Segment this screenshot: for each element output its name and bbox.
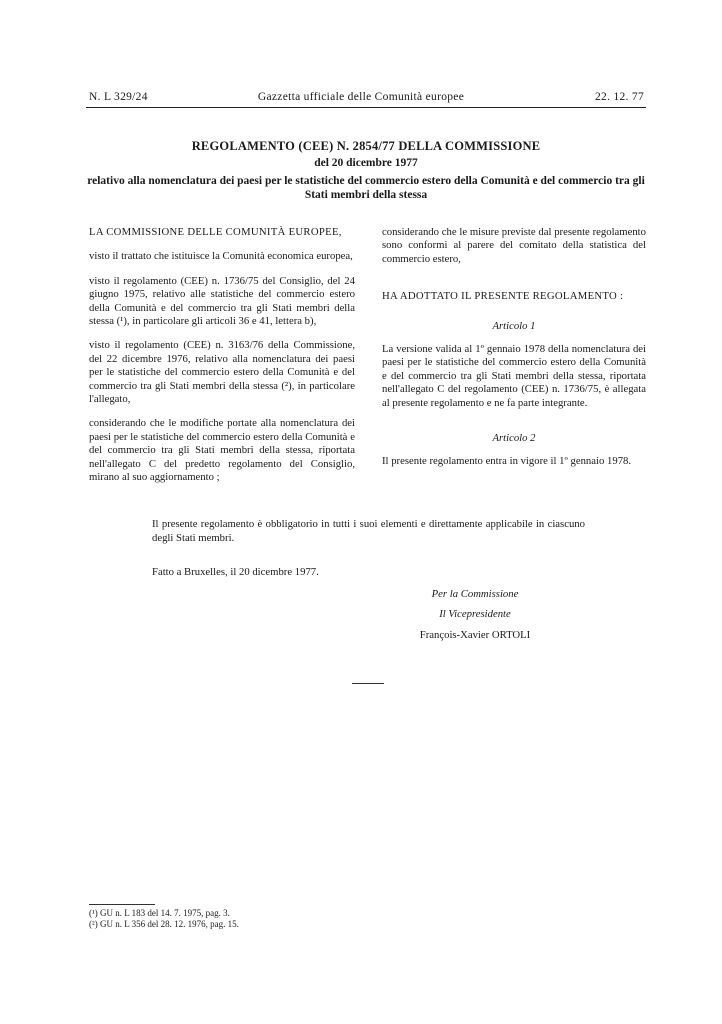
section-separator xyxy=(352,683,384,684)
preamble-authority: LA COMMISSIONE DELLE COMUNITÀ EUROPEE, xyxy=(89,226,342,238)
regulation-title: REGOLAMENTO (CEE) N. 2854/77 DELLA COMMISSIONE xyxy=(191,139,541,153)
footnote-rule xyxy=(89,904,155,905)
signature-line-2: Il Vicepresidente xyxy=(439,608,511,620)
article-1-title: Articolo 1 xyxy=(492,319,536,332)
issue-date: 22. 12. 77 xyxy=(595,91,644,103)
regulation-date: del 20 dicembre 1977 xyxy=(314,157,418,169)
place-and-date: Fatto a Bruxelles, il 20 dicembre 1977. xyxy=(152,566,319,578)
article-2-text: Il presente regolamento entra in vigore il 1º gennaio 1978. xyxy=(382,455,632,468)
article-1-text: La versione valida al 1º gennaio 1978 della nomenclatura dei paesi per le statistiche del commercio estero della Comunità e del commercio tra gli Stati membri della stessa, riportata nell'allegato C del regolamento (CEE) n. 1736/75, è allegata al presente regolamento e ne fa parte integrante. xyxy=(382,343,646,409)
recital-regulation-1736: visto il regolamento (CEE) n. 1736/75 del Consiglio, del 24 giugno 1975, relativo alle statistiche del commercio estero della Comunità e del commercio tra gli Stati membri della stessa (¹), in particolare gli articoli 36 e 41, lettera b), xyxy=(89,274,355,328)
regulation-subject: relativo alla nomenclatura dei paesi per le statistiche del commercio estero della Comunità e del commercio tra gli Stati membri della stessa xyxy=(87,175,645,201)
signatory-name: François-Xavier ORTOLI xyxy=(419,629,531,641)
recital-considerando-1: considerando che le modifiche portate alla nomenclatura dei paesi per le statistiche del commercio estero della Comunità e del commercio tra gli Stati membri della stessa, riportata nell'allegato C del predetto regolamento del Consiglio, mirano al suo aggiornamento ; xyxy=(89,417,355,484)
adoption-formula: HA ADOTTATO IL PRESENTE REGOLAMENTO : xyxy=(382,290,624,303)
recital-considerando-2: considerando che le misure previste dal presente regolamento sono conformi al parere del comitato della statistica del commercio estero, xyxy=(382,226,646,265)
page-number: N. L 329/24 xyxy=(89,91,148,103)
journal-title: Gazzetta ufficiale delle Comunità europee xyxy=(257,91,465,103)
right-column xyxy=(382,226,646,480)
signature-line-1: Per la Commissione xyxy=(431,588,519,600)
article-2-title: Articolo 2 xyxy=(492,432,536,445)
recital-treaty: visto il trattato che istituisce la Comunità economica europea, xyxy=(89,250,353,263)
header-rule xyxy=(86,107,646,108)
footnote-1: (¹) GU n. L 183 del 14. 7. 1975, pag. 3. xyxy=(89,908,230,918)
binding-clause: Il presente regolamento è obbligatorio in tutti i suoi elementi e direttamente applicabile in ciascuno degli Stati membri. xyxy=(152,518,585,544)
left-column xyxy=(89,226,355,496)
footnote-2: (²) GU n. L 356 del 28. 12. 1976, pag. 15. xyxy=(89,919,239,929)
recital-regulation-3163: visto il regolamento (CEE) n. 3163/76 della Commissione, del 22 dicembre 1976, relativo alla nomenclatura dei paesi per le statistiche del commercio estero della Comunità e del commercio tra gli Stati membri della stessa (²), in particolare l'allegato, xyxy=(89,339,355,406)
